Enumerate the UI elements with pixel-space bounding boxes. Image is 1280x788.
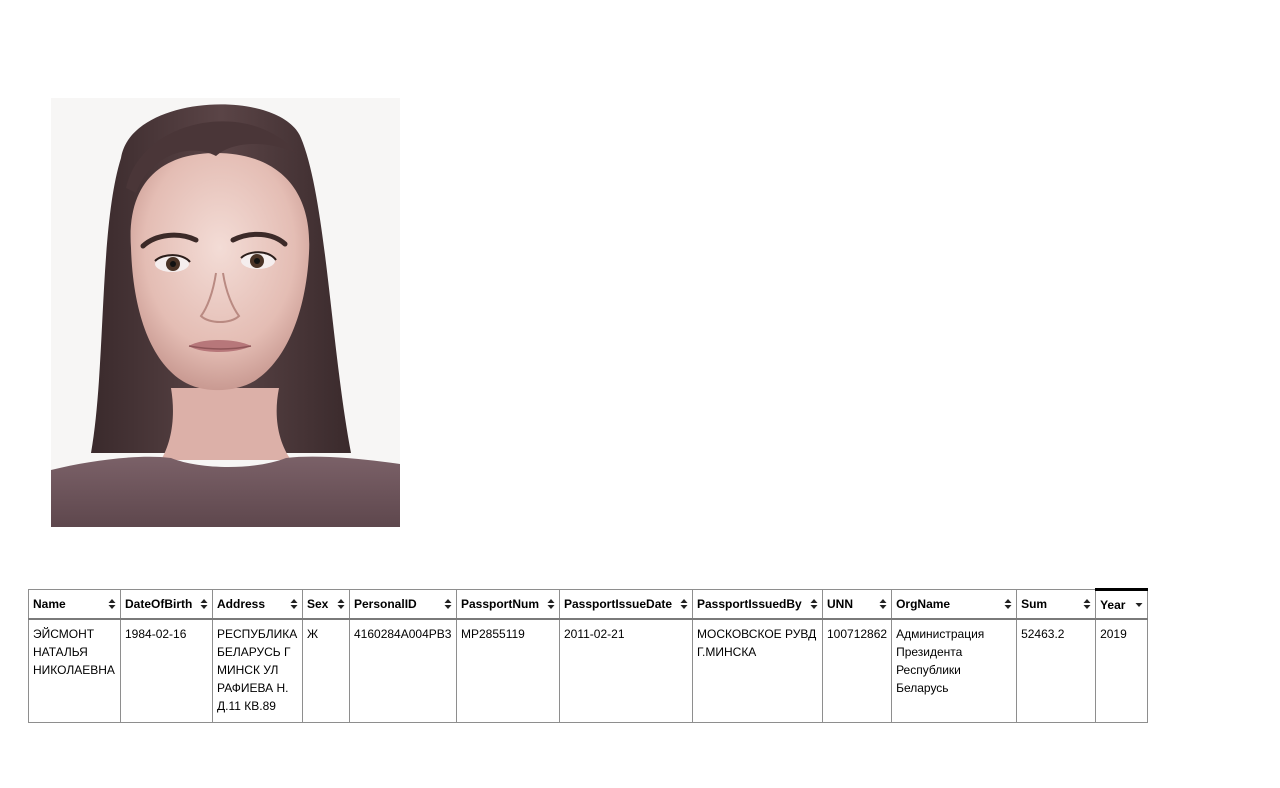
- cell-passport-issue-date: 2011-02-21: [560, 619, 693, 723]
- cell-sex: Ж: [303, 619, 350, 723]
- cell-address: РЕСПУБЛИКА БЕЛАРУСЬ Г МИНСК УЛ РАФИЕВА Н. Д.11 КВ.89: [213, 619, 303, 723]
- cell-unn: 100712862: [823, 619, 892, 723]
- cell-passport-issued-by: МОСКОВСКОЕ РУВД Г.МИНСКА: [693, 619, 823, 723]
- column-header-address[interactable]: [213, 590, 303, 620]
- column-header-year[interactable]: [1096, 590, 1148, 620]
- column-header-label: OrgName: [896, 597, 951, 611]
- cell-personal-id: 4160284A004PB3: [350, 619, 457, 723]
- records-table: [28, 588, 1148, 723]
- sort-both-icon[interactable]: [337, 598, 345, 610]
- column-header-label: PassportIssueDate: [564, 597, 673, 611]
- sort-both-icon[interactable]: [290, 598, 298, 610]
- column-header-label: DateOfBirth: [125, 597, 193, 611]
- sort-both-icon[interactable]: [810, 598, 818, 610]
- portrait-photo: [51, 98, 400, 527]
- column-header-name[interactable]: [29, 590, 121, 620]
- column-header-label: Sum: [1021, 597, 1048, 611]
- column-header-label: Address: [217, 597, 266, 611]
- sort-both-icon[interactable]: [547, 598, 555, 610]
- cell-year: 2019: [1096, 619, 1148, 723]
- table-row[interactable]: [29, 619, 1148, 723]
- column-header-label: UNN: [827, 597, 853, 611]
- sort-both-icon[interactable]: [879, 598, 887, 610]
- cell-sum: 52463.2: [1017, 619, 1096, 723]
- column-header-label: Sex: [307, 597, 329, 611]
- sort-both-icon[interactable]: [200, 598, 208, 610]
- sort-both-icon[interactable]: [444, 598, 452, 610]
- column-header-label: Name: [33, 597, 66, 611]
- table-header-row: [29, 590, 1148, 620]
- cell-date-of-birth: 1984-02-16: [121, 619, 213, 723]
- column-header-label: PersonalID: [354, 597, 417, 611]
- sort-both-icon[interactable]: [680, 598, 688, 610]
- sort-desc-icon[interactable]: [1135, 599, 1143, 611]
- sort-both-icon[interactable]: [1004, 598, 1012, 610]
- column-header-sum[interactable]: [1017, 590, 1096, 620]
- column-header-personalid[interactable]: [350, 590, 457, 620]
- sort-both-icon[interactable]: [1083, 598, 1091, 610]
- column-header-orgname[interactable]: [892, 590, 1017, 620]
- column-header-label: Year: [1100, 597, 1126, 612]
- column-header-passportissuedate[interactable]: [560, 590, 693, 620]
- column-header-label: PassportNum: [461, 597, 540, 611]
- cell-name: ЭЙСМОНТ НАТАЛЬЯ НИКОЛАЕВНА: [29, 619, 121, 723]
- column-header-passportissuedby[interactable]: [693, 590, 823, 620]
- sort-both-icon[interactable]: [108, 598, 116, 610]
- column-header-unn[interactable]: [823, 590, 892, 620]
- column-header-label: PassportIssuedBy: [697, 597, 802, 611]
- column-header-sex[interactable]: [303, 590, 350, 620]
- cell-org-name: Администрация Президента Республики Беларусь: [892, 619, 1017, 723]
- cell-passport-num: MP2855119: [457, 619, 560, 723]
- column-header-passportnum[interactable]: [457, 590, 560, 620]
- column-header-dateofbirth[interactable]: [121, 590, 213, 620]
